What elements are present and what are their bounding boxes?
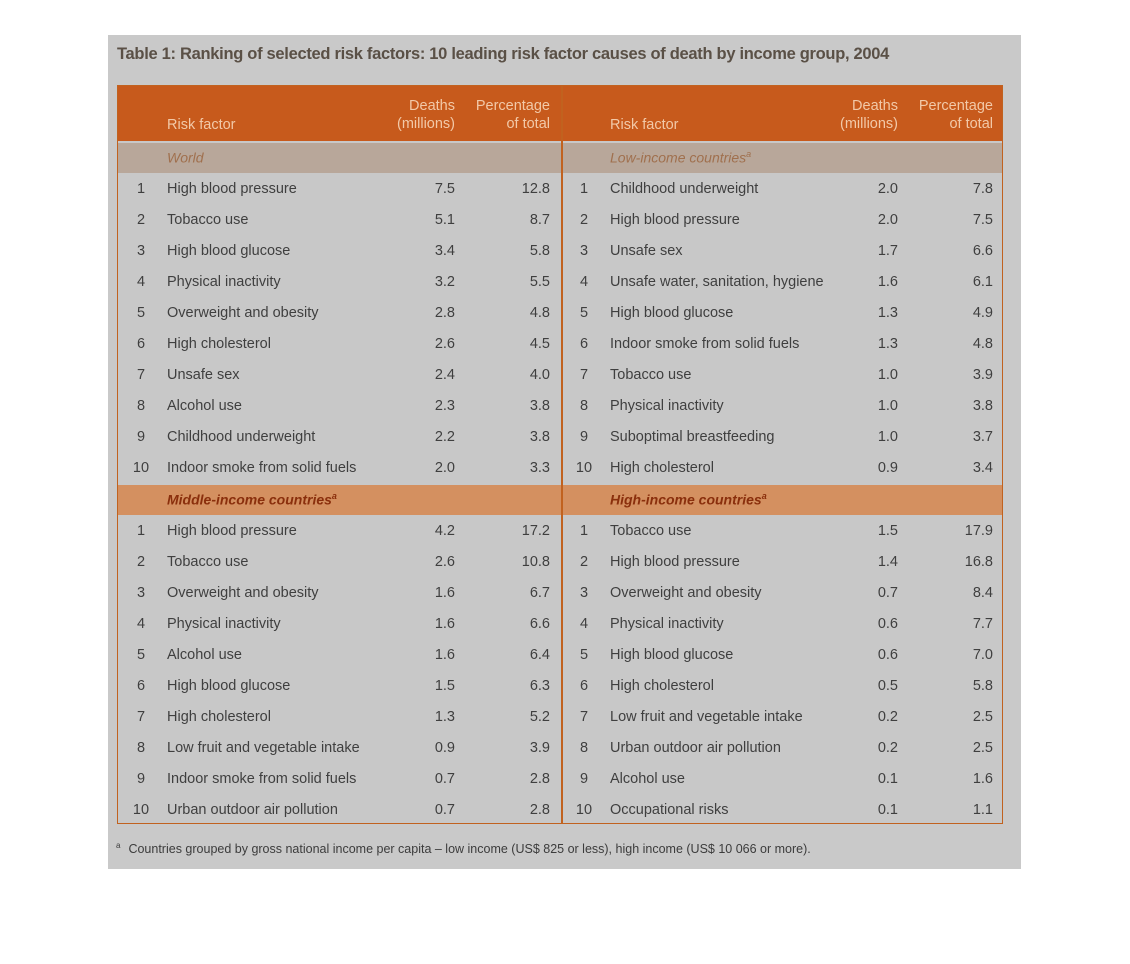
percentage-cell: 17.2 bbox=[521, 523, 550, 539]
risk-factor-cell: Alcohol use bbox=[167, 647, 242, 663]
rank-cell: 6 bbox=[579, 678, 589, 694]
rank-cell: 4 bbox=[579, 616, 589, 632]
table-title: Table 1: Ranking of selected risk factors: 10 leading risk factor causes of death by income group, 2004 bbox=[117, 45, 890, 63]
percentage-cell: 6.7 bbox=[529, 585, 550, 601]
rank-cell: 3 bbox=[136, 243, 146, 259]
deaths-cell: 0.2 bbox=[877, 709, 898, 725]
percentage-cell: 3.8 bbox=[972, 398, 993, 414]
rank-cell: 7 bbox=[136, 709, 146, 725]
risk-factor-cell: High blood glucose bbox=[167, 243, 291, 259]
percentage-cell: 4.8 bbox=[529, 305, 550, 321]
deaths-cell: 0.9 bbox=[434, 740, 455, 756]
col-pct-line1: Percentage bbox=[918, 98, 993, 114]
rank-cell: 5 bbox=[579, 305, 589, 321]
rank-cell: 6 bbox=[579, 336, 589, 352]
rank-cell: 4 bbox=[579, 274, 589, 290]
rank-cell: 4 bbox=[136, 616, 146, 632]
rank-cell: 5 bbox=[579, 647, 589, 663]
rank-cell: 3 bbox=[579, 243, 589, 259]
table-row bbox=[561, 516, 1004, 547]
col-pct-left bbox=[460, 97, 550, 133]
percentage-cell: 4.9 bbox=[972, 305, 993, 321]
col-risk-factor-right: Risk factor bbox=[610, 117, 679, 133]
risk-factor-cell: Unsafe sex bbox=[167, 367, 240, 383]
table-row bbox=[118, 764, 561, 795]
deaths-cell: 0.6 bbox=[877, 647, 898, 663]
risk-factor-cell: Physical inactivity bbox=[167, 616, 281, 632]
deaths-cell: 0.5 bbox=[877, 678, 898, 694]
percentage-cell: 4.0 bbox=[529, 367, 550, 383]
rank-cell: 1 bbox=[136, 181, 146, 197]
risk-factor-cell: High blood pressure bbox=[167, 523, 297, 539]
rank-cell: 10 bbox=[575, 460, 593, 476]
risk-factor-cell: High blood pressure bbox=[167, 181, 297, 197]
deaths-cell: 1.3 bbox=[877, 336, 898, 352]
rank-cell: 8 bbox=[136, 740, 146, 756]
deaths-cell: 2.4 bbox=[434, 367, 455, 383]
deaths-cell: 1.0 bbox=[877, 398, 898, 414]
table-row bbox=[118, 578, 561, 609]
table-row bbox=[561, 764, 1004, 795]
col-deaths-line1: Deaths bbox=[409, 98, 455, 114]
deaths-cell: 3.2 bbox=[434, 274, 455, 290]
percentage-cell: 17.9 bbox=[964, 523, 993, 539]
risk-factor-cell: Low fruit and vegetable intake bbox=[610, 709, 803, 725]
deaths-cell: 0.9 bbox=[877, 460, 898, 476]
risk-factor-cell: Occupational risks bbox=[610, 802, 729, 818]
rank-cell: 1 bbox=[136, 523, 146, 539]
percentage-cell: 7.5 bbox=[972, 212, 993, 228]
deaths-cell: 1.6 bbox=[434, 585, 455, 601]
table-row bbox=[118, 205, 561, 236]
table-row bbox=[118, 422, 561, 453]
deaths-cell: 1.5 bbox=[877, 523, 898, 539]
rank-cell: 1 bbox=[579, 523, 589, 539]
percentage-cell: 4.5 bbox=[529, 336, 550, 352]
percentage-cell: 7.0 bbox=[972, 647, 993, 663]
risk-factor-cell: Physical inactivity bbox=[167, 274, 281, 290]
col-deaths-line1: Deaths bbox=[852, 98, 898, 114]
risk-factor-cell: Childhood underweight bbox=[167, 429, 316, 445]
risk-factor-cell: Low fruit and vegetable intake bbox=[167, 740, 360, 756]
table-row bbox=[561, 205, 1004, 236]
percentage-cell: 1.6 bbox=[972, 771, 993, 787]
deaths-cell: 2.0 bbox=[877, 212, 898, 228]
col-pct-line2: of total bbox=[506, 116, 550, 132]
percentage-cell: 4.8 bbox=[972, 336, 993, 352]
rank-cell: 3 bbox=[136, 585, 146, 601]
table-row bbox=[561, 267, 1004, 298]
deaths-cell: 2.0 bbox=[434, 460, 455, 476]
deaths-cell: 2.2 bbox=[434, 429, 455, 445]
rank-cell: 6 bbox=[136, 336, 146, 352]
table-row bbox=[561, 578, 1004, 609]
rank-cell: 9 bbox=[136, 771, 146, 787]
rank-cell: 7 bbox=[579, 367, 589, 383]
percentage-cell: 5.2 bbox=[529, 709, 550, 725]
deaths-cell: 1.6 bbox=[877, 274, 898, 290]
table-row bbox=[561, 795, 1004, 826]
deaths-cell: 1.0 bbox=[877, 429, 898, 445]
percentage-cell: 5.8 bbox=[529, 243, 550, 259]
deaths-cell: 1.7 bbox=[877, 243, 898, 259]
rank-cell: 6 bbox=[136, 678, 146, 694]
rank-cell: 9 bbox=[579, 771, 589, 787]
deaths-cell: 2.6 bbox=[434, 554, 455, 570]
deaths-cell: 0.6 bbox=[877, 616, 898, 632]
deaths-cell: 1.3 bbox=[434, 709, 455, 725]
rank-cell: 9 bbox=[136, 429, 146, 445]
risk-factor-cell: High blood pressure bbox=[610, 212, 740, 228]
rank-cell: 10 bbox=[575, 802, 593, 818]
risk-factor-cell: Overweight and obesity bbox=[167, 585, 319, 601]
percentage-cell: 3.7 bbox=[972, 429, 993, 445]
footnote-text: Countries grouped by gross national income per capita – low income (US$ 825 or less), high income (US$ 10 066 or more). bbox=[128, 842, 811, 857]
table-row bbox=[118, 174, 561, 205]
col-risk-factor-left: Risk factor bbox=[167, 117, 236, 133]
risk-factor-cell: Unsafe water, sanitation, hygiene bbox=[610, 274, 824, 290]
deaths-cell: 3.4 bbox=[434, 243, 455, 259]
risk-factor-cell: Tobacco use bbox=[610, 523, 692, 539]
percentage-cell: 6.3 bbox=[529, 678, 550, 694]
deaths-cell: 0.2 bbox=[877, 740, 898, 756]
col-pct-line2: of total bbox=[949, 116, 993, 132]
risk-factor-cell: High blood glucose bbox=[167, 678, 291, 694]
percentage-cell: 3.4 bbox=[972, 460, 993, 476]
risk-factor-cell: Urban outdoor air pollution bbox=[167, 802, 338, 818]
percentage-cell: 6.4 bbox=[529, 647, 550, 663]
deaths-cell: 1.6 bbox=[434, 647, 455, 663]
deaths-cell: 1.6 bbox=[434, 616, 455, 632]
rank-cell: 7 bbox=[136, 367, 146, 383]
risk-factor-cell: Tobacco use bbox=[610, 367, 692, 383]
table-row bbox=[118, 267, 561, 298]
deaths-cell: 2.8 bbox=[434, 305, 455, 321]
risk-factor-cell: Childhood underweight bbox=[610, 181, 759, 197]
footnote bbox=[116, 841, 811, 856]
percentage-cell: 2.5 bbox=[972, 709, 993, 725]
table-row bbox=[118, 609, 561, 640]
risk-factor-cell: Suboptimal breastfeeding bbox=[610, 429, 775, 445]
risk-factor-cell: Alcohol use bbox=[610, 771, 685, 787]
percentage-cell: 6.6 bbox=[529, 616, 550, 632]
rank-cell: 4 bbox=[136, 274, 146, 290]
rank-cell: 10 bbox=[132, 460, 150, 476]
deaths-cell: 1.0 bbox=[877, 367, 898, 383]
risk-factor-cell: Tobacco use bbox=[167, 212, 249, 228]
table-row bbox=[118, 671, 561, 702]
percentage-cell: 3.8 bbox=[529, 429, 550, 445]
col-deaths-line2: (millions) bbox=[840, 116, 898, 132]
deaths-cell: 0.7 bbox=[434, 771, 455, 787]
rank-cell: 9 bbox=[579, 429, 589, 445]
table-row bbox=[118, 795, 561, 826]
deaths-cell: 1.5 bbox=[434, 678, 455, 694]
percentage-cell: 3.9 bbox=[529, 740, 550, 756]
col-deaths-left bbox=[380, 97, 455, 133]
risk-factor-cell: High cholesterol bbox=[167, 709, 271, 725]
table-row bbox=[561, 174, 1004, 205]
risk-factor-cell: Physical inactivity bbox=[610, 398, 724, 414]
deaths-cell: 0.7 bbox=[434, 802, 455, 818]
table-row bbox=[561, 298, 1004, 329]
percentage-cell: 8.7 bbox=[529, 212, 550, 228]
rank-cell: 2 bbox=[136, 554, 146, 570]
percentage-cell: 2.5 bbox=[972, 740, 993, 756]
rank-cell: 7 bbox=[579, 709, 589, 725]
table-row bbox=[561, 391, 1004, 422]
table-row bbox=[118, 236, 561, 267]
section-label-world: World bbox=[167, 149, 204, 166]
rank-cell: 10 bbox=[132, 802, 150, 818]
percentage-cell: 8.4 bbox=[972, 585, 993, 601]
risk-factor-cell: Unsafe sex bbox=[610, 243, 683, 259]
percentage-cell: 6.6 bbox=[972, 243, 993, 259]
percentage-cell: 3.9 bbox=[972, 367, 993, 383]
footnote-marker: a bbox=[116, 841, 121, 850]
col-deaths-line2: (millions) bbox=[397, 116, 455, 132]
risk-factor-cell: Indoor smoke from solid fuels bbox=[167, 771, 357, 787]
rank-cell: 2 bbox=[579, 554, 589, 570]
table-row bbox=[561, 422, 1004, 453]
percentage-cell: 12.8 bbox=[521, 181, 550, 197]
deaths-cell: 2.6 bbox=[434, 336, 455, 352]
table-row bbox=[118, 453, 561, 484]
risk-factor-cell: Overweight and obesity bbox=[610, 585, 762, 601]
col-pct-line1: Percentage bbox=[475, 98, 550, 114]
table-row bbox=[118, 391, 561, 422]
table-panel bbox=[108, 35, 1021, 869]
risk-factor-cell: High cholesterol bbox=[610, 678, 714, 694]
table-row bbox=[561, 671, 1004, 702]
table-row bbox=[561, 733, 1004, 764]
section-label-middle-income: Middle-income countries$^a$ bbox=[167, 491, 337, 508]
table-row bbox=[118, 733, 561, 764]
percentage-cell: 7.7 bbox=[972, 616, 993, 632]
rank-cell: 1 bbox=[579, 181, 589, 197]
rank-cell: 2 bbox=[579, 212, 589, 228]
percentage-cell: 5.8 bbox=[972, 678, 993, 694]
section-header-middle bbox=[118, 485, 1002, 515]
percentage-cell: 6.1 bbox=[972, 274, 993, 290]
risk-factor-cell: High blood glucose bbox=[610, 647, 734, 663]
table-row bbox=[561, 609, 1004, 640]
table-row bbox=[118, 360, 561, 391]
section-label-high-income: High-income countries$^a$ bbox=[610, 491, 767, 508]
rank-cell: 8 bbox=[579, 398, 589, 414]
percentage-cell: 3.3 bbox=[529, 460, 550, 476]
table-row bbox=[561, 702, 1004, 733]
deaths-cell: 0.1 bbox=[877, 802, 898, 818]
deaths-cell: 0.1 bbox=[877, 771, 898, 787]
risk-factor-cell: Urban outdoor air pollution bbox=[610, 740, 781, 756]
risk-factor-cell: Tobacco use bbox=[167, 554, 249, 570]
percentage-cell: 10.8 bbox=[521, 554, 550, 570]
risk-factor-cell: High blood glucose bbox=[610, 305, 734, 321]
deaths-cell: 2.3 bbox=[434, 398, 455, 414]
table-row bbox=[118, 547, 561, 578]
risk-factor-cell: High cholesterol bbox=[610, 460, 714, 476]
risk-factor-cell: Indoor smoke from solid fuels bbox=[610, 336, 800, 352]
percentage-cell: 1.1 bbox=[972, 802, 993, 818]
rank-cell: 8 bbox=[579, 740, 589, 756]
deaths-cell: 1.3 bbox=[877, 305, 898, 321]
risk-factor-cell: Overweight and obesity bbox=[167, 305, 319, 321]
rank-cell: 5 bbox=[136, 305, 146, 321]
risk-factor-cell: High blood pressure bbox=[610, 554, 740, 570]
table-row bbox=[118, 516, 561, 547]
section-header-top bbox=[118, 143, 1002, 173]
percentage-cell: 16.8 bbox=[964, 554, 993, 570]
risk-factor-cell: High cholesterol bbox=[167, 336, 271, 352]
rank-cell: 3 bbox=[579, 585, 589, 601]
table-header bbox=[118, 86, 1002, 141]
deaths-cell: 4.2 bbox=[434, 523, 455, 539]
table-row bbox=[561, 640, 1004, 671]
rank-cell: 5 bbox=[136, 647, 146, 663]
risk-factor-cell: Alcohol use bbox=[167, 398, 242, 414]
deaths-cell: 7.5 bbox=[434, 181, 455, 197]
deaths-cell: 2.0 bbox=[877, 181, 898, 197]
percentage-cell: 5.5 bbox=[529, 274, 550, 290]
table-row bbox=[561, 547, 1004, 578]
table-row bbox=[561, 453, 1004, 484]
table-row bbox=[561, 360, 1004, 391]
table-row bbox=[118, 702, 561, 733]
percentage-cell: 2.8 bbox=[529, 802, 550, 818]
section-label-low-income: Low-income countries$^a$ bbox=[610, 149, 752, 166]
deaths-cell: 1.4 bbox=[877, 554, 898, 570]
col-deaths-right bbox=[823, 97, 898, 133]
table-row bbox=[118, 640, 561, 671]
percentage-cell: 2.8 bbox=[529, 771, 550, 787]
deaths-cell: 5.1 bbox=[434, 212, 455, 228]
rank-cell: 8 bbox=[136, 398, 146, 414]
risk-factor-cell: Physical inactivity bbox=[610, 616, 724, 632]
table-row bbox=[561, 329, 1004, 360]
risk-factor-cell: Indoor smoke from solid fuels bbox=[167, 460, 357, 476]
rank-cell: 2 bbox=[136, 212, 146, 228]
risk-factor-table bbox=[117, 85, 1003, 824]
deaths-cell: 0.7 bbox=[877, 585, 898, 601]
table-row bbox=[561, 236, 1004, 267]
percentage-cell: 3.8 bbox=[529, 398, 550, 414]
col-pct-right bbox=[903, 97, 993, 133]
percentage-cell: 7.8 bbox=[972, 181, 993, 197]
table-row bbox=[118, 298, 561, 329]
table-row bbox=[118, 329, 561, 360]
